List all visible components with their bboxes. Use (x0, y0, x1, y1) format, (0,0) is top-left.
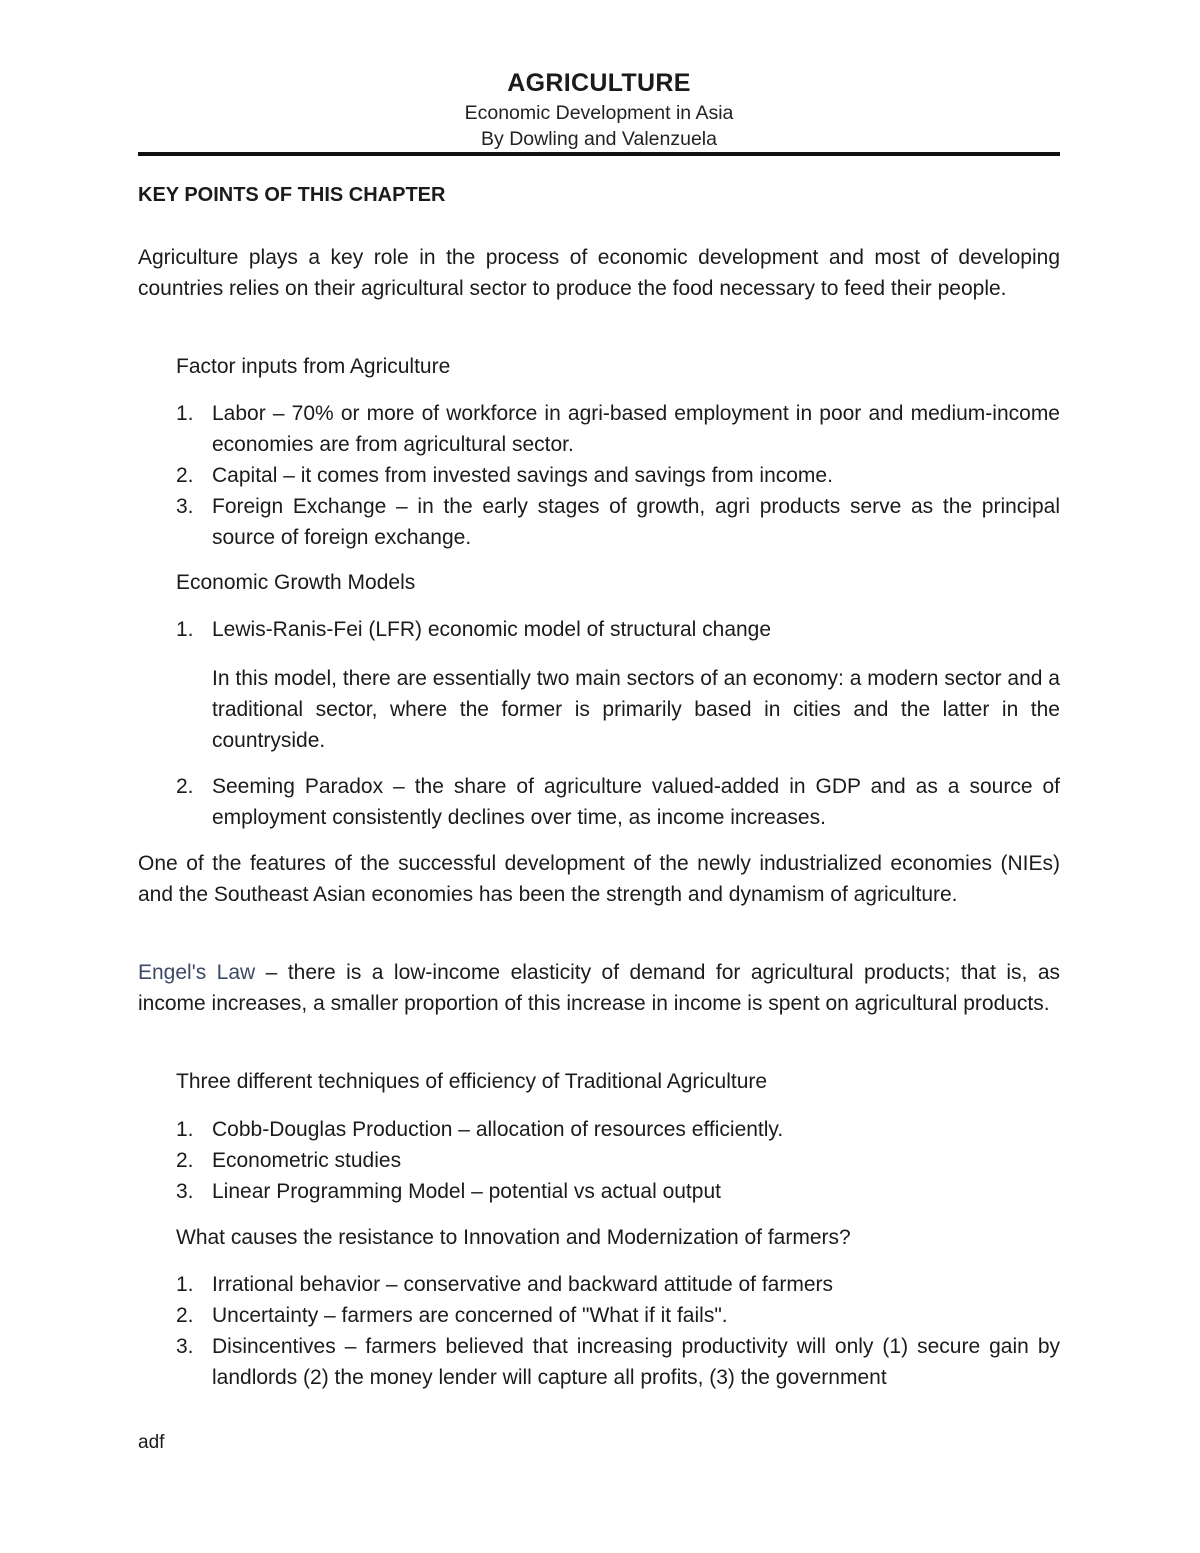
document-title: AGRICULTURE (507, 69, 691, 97)
growth-models-list-1 (176, 614, 1060, 645)
document-subtitle: Economic Development in Asia (464, 102, 734, 124)
factor-inputs-list (176, 398, 1060, 553)
list-item: 1. Labor – 70% or more of workforce in agri-based employment in poor and medium-income economies are from agricultural sector. (176, 402, 1060, 456)
engel-paragraph: Engel's Law – there is a low-income elasticity of demand for agricultural products; that is, as income increases, a smaller proportion of this increase in income is spent on agricultural products. (138, 961, 1061, 1015)
factor-inputs-title: Factor inputs from Agriculture (176, 355, 451, 378)
list-item: 2. Capital – it comes from invested savings and savings from income. (176, 464, 833, 487)
nie-paragraph: One of the features of the successful development of the newly industrialized economies (NIEs) and the Southeast Asian economies has been the strength and dynamism of agriculture. (138, 852, 1060, 906)
list-item: 2. Econometric studies (176, 1149, 402, 1172)
section-heading: KEY POINTS OF THIS CHAPTER (138, 184, 446, 206)
list-item: 3. Foreign Exchange – in the early stages of growth, agri products serve as the principal source of foreign exchange. (176, 495, 1060, 549)
list-item: 1. Lewis-Ranis-Fei (LFR) economic model of structural change (176, 618, 772, 641)
techniques-list (176, 1114, 1060, 1207)
list-item: 1. Cobb-Douglas Production – allocation of resources efficiently. (176, 1118, 784, 1141)
list-item: 2. Uncertainty – farmers are concerned of "What if it fails". (176, 1304, 728, 1327)
header-rule (138, 152, 1060, 156)
lfr-model-detail: In this model, there are essentially two main sectors of an economy: a modern sector and a traditional sector, where the former is primarily based in cities and the latter in the countryside. (212, 667, 1060, 752)
document-authors: By Dowling and Valenzuela (481, 128, 717, 150)
document-header (138, 66, 1060, 152)
list-item: 3. Linear Programming Model – potential vs actual output (176, 1180, 721, 1203)
list-item: 3. Disincentives – farmers believed that increasing productivity will only (1) secure gain by landlords (2) the money lender will capture all profits, (3) the government (176, 1335, 1060, 1389)
resistance-title: What causes the resistance to Innovation and Modernization of farmers? (176, 1226, 851, 1249)
techniques-title: Three different techniques of efficiency of Traditional Agriculture (176, 1070, 768, 1093)
list-item: 1. Irrational behavior – conservative and backward attitude of farmers (176, 1273, 833, 1296)
resistance-list (176, 1269, 1060, 1393)
growth-models-list-2 (176, 771, 1060, 833)
list-item: 2. Seeming Paradox – the share of agriculture valued-added in GDP and as a source of employment consistently declines over time, as income increases. (176, 775, 1060, 829)
growth-models-title: Economic Growth Models (176, 571, 416, 594)
intro-paragraph: Agriculture plays a key role in the process of economic development and most of developing countries relies on their agricultural sector to produce the food necessary to feed their people. (138, 246, 1060, 300)
page-footer: adf (138, 1432, 165, 1453)
engel-term: Engel's Law (138, 961, 256, 984)
